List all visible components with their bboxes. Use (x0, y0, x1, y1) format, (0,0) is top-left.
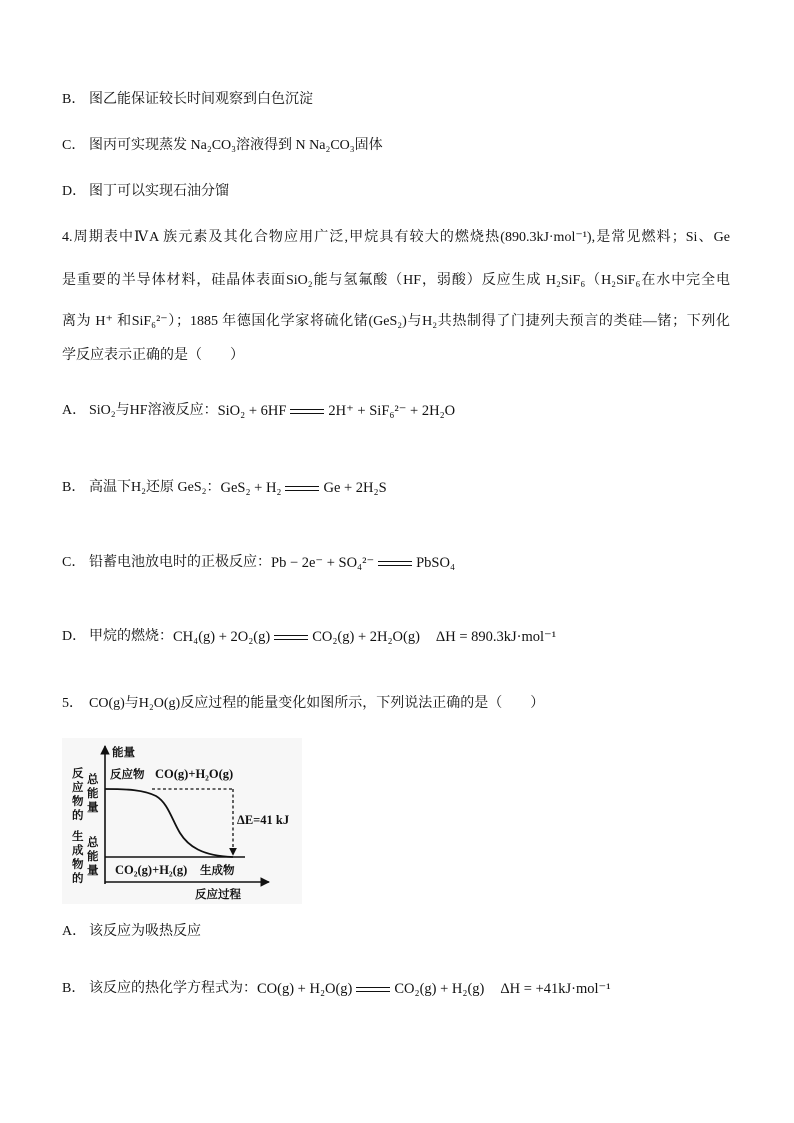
energy-label-char: 总 (87, 772, 99, 786)
option-letter: A． (62, 403, 87, 418)
option-letter: A． (62, 924, 87, 939)
reaction-equals-sign (356, 987, 390, 992)
q4-option-a (62, 401, 455, 421)
option-letter: B． (62, 981, 86, 996)
q4-stem-line-3: 离为 H⁺ 和SiF₆²⁻）；1885 年德国化学家将硫化锗(GeS₂)与H₂共热制得了门捷列夫预言的类硅—锗；下列化 (62, 314, 730, 329)
product-formula: CO₂(g)+H₂(g) (115, 863, 188, 877)
question-text: CO(g)与H₂O(g)反应过程的能量变化如图所示，下列说法正确的是（ ） (89, 696, 545, 711)
equation-products: PbSO₄ (416, 555, 456, 571)
option-description: 甲烷的燃烧： (89, 629, 173, 644)
equation-reactants: CO(g) + H₂O(g) (257, 981, 353, 997)
option-description: SiO₂与HF溶液反应： (89, 403, 218, 418)
option-letter: D． (62, 629, 87, 644)
option-text: 图丁可以实现石油分馏 (89, 184, 229, 199)
equation-products: Ge + 2H₂S (323, 480, 387, 496)
equation-reactants: Pb − 2e⁻ + SO₄²⁻ (271, 555, 375, 571)
q4-option-b (62, 478, 387, 498)
reactant-formula: CO(g)+H₂O(g) (155, 767, 234, 781)
option-text: 图乙能保证较长时间观察到白色沉淀 (89, 92, 313, 107)
question-number: 5． (62, 696, 83, 711)
energy-diagram (62, 738, 302, 904)
option-letter: D． (62, 184, 87, 199)
option-description: 铅蓄电池放电时的正极反应： (89, 555, 271, 570)
energy-label-char: 物 (72, 794, 84, 808)
energy-label-char: 能 (87, 786, 99, 800)
reactant-tag: 反应物 (110, 767, 145, 781)
reaction-equals-sign (290, 409, 324, 414)
energy-label-char: 能 (87, 849, 99, 863)
equation-products: CO₂(g) + H₂(g) (394, 981, 485, 997)
q3-option-b (62, 90, 313, 110)
y-axis-label: 能量 (112, 745, 135, 759)
x-axis-label: 反应过程 (195, 887, 241, 901)
reaction-equals-sign (274, 635, 308, 640)
energy-label-char: 物 (72, 857, 84, 871)
q4-option-c (62, 553, 455, 573)
q5-option-b (62, 979, 611, 999)
option-letter: C． (62, 555, 86, 570)
q4-stem-line-1: 4.周期表中ⅣA 族元素及其化合物应用广泛,甲烷具有较大的燃烧热(890.3kJ·mol⁻¹),是常见燃料；Si、Ge (62, 230, 730, 245)
option-description: 该反应的热化学方程式为： (89, 981, 257, 996)
q4-stem-line-2: 是重要的半导体材料，硅晶体表面SiO₂能与氢氟酸（HF，弱酸）反应生成 H₂SiF₆（H₂SiF₆在水中完全电 (62, 273, 730, 288)
equation-reactants: CH₄(g) + 2O₂(g) (173, 629, 271, 645)
energy-label-char: 应 (72, 780, 84, 794)
option-text: 该反应为吸热反应 (89, 924, 201, 939)
reaction-equals-sign (285, 486, 319, 491)
equation-reactants: SiO₂ + 6HF (217, 403, 287, 419)
delta-e-label: ΔE=41 kJ (237, 813, 290, 827)
q3-option-d (62, 182, 229, 202)
option-letter: B． (62, 92, 86, 107)
option-letter: C． (62, 138, 86, 153)
q5-option-a (62, 922, 201, 942)
equation-reactants: GeS₂ + H₂ (220, 480, 282, 496)
energy-label-char: 生 (72, 829, 84, 843)
energy-label-char: 成 (72, 843, 84, 857)
energy-label-char: 量 (87, 800, 99, 814)
energy-label-char: 量 (87, 863, 99, 877)
energy-label-char: 总 (87, 835, 99, 849)
option-text: 图丙可实现蒸发 Na₂CO₃溶液得到 N Na₂CO₃固体 (89, 138, 383, 153)
equation-products: CO₂(g) + 2H₂O(g) (312, 629, 420, 645)
energy-label-char: 的 (72, 871, 84, 885)
q5-stem (62, 694, 544, 714)
q4-option-d (62, 627, 556, 647)
product-tag: 生成物 (200, 863, 235, 877)
energy-label-char: 反 (72, 766, 84, 780)
q3-option-c (62, 136, 383, 156)
energy-label-char: 的 (72, 808, 84, 822)
equation-products: 2H⁺ + SiF₆²⁻ + 2H₂O (328, 403, 456, 419)
enthalpy-change: ΔH = 890.3kJ·mol⁻¹ (435, 629, 557, 645)
option-description: 高温下H₂还原 GeS₂： (89, 480, 221, 495)
option-letter: B． (62, 480, 86, 495)
enthalpy-change: ΔH = +41kJ·mol⁻¹ (500, 981, 611, 997)
q4-stem-line-4: 学反应表示正确的是（ ） (62, 348, 244, 363)
reaction-equals-sign (378, 561, 412, 566)
